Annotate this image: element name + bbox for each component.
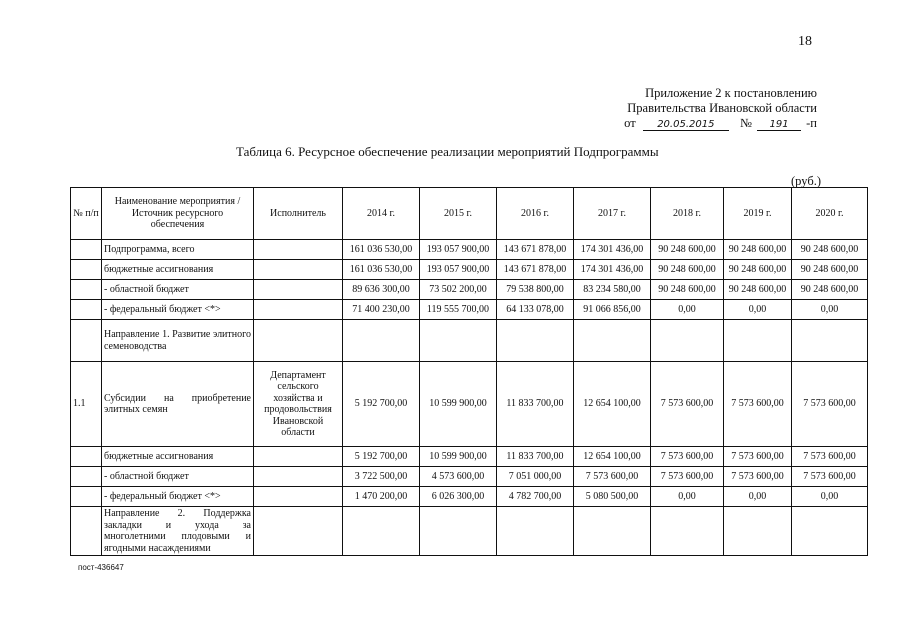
row-value: 0,00 bbox=[724, 300, 792, 320]
appendix-date-line bbox=[624, 116, 817, 131]
row-value bbox=[724, 320, 792, 362]
row-name: Направление 1. Развитие элитного семеноводства bbox=[102, 320, 254, 362]
row-executor bbox=[254, 467, 343, 487]
row-name: - областной бюджет bbox=[102, 467, 254, 487]
table-row bbox=[71, 280, 868, 300]
row-name: Подпрограмма, всего bbox=[102, 240, 254, 260]
header-year: 2017 г. bbox=[574, 188, 651, 240]
row-name: - федеральный бюджет <*> bbox=[102, 300, 254, 320]
row-value: 7 573 600,00 bbox=[651, 447, 724, 467]
row-executor bbox=[254, 320, 343, 362]
row-value: 7 051 000,00 bbox=[497, 467, 574, 487]
from-label: от bbox=[624, 116, 636, 130]
header-num: № п/п bbox=[71, 188, 102, 240]
row-value: 12 654 100,00 bbox=[574, 447, 651, 467]
row-value: 1 470 200,00 bbox=[343, 487, 420, 507]
row-value: 90 248 600,00 bbox=[724, 240, 792, 260]
header-year: 2014 г. bbox=[343, 188, 420, 240]
row-value: 90 248 600,00 bbox=[651, 260, 724, 280]
row-value bbox=[420, 320, 497, 362]
row-name: - областной бюджет bbox=[102, 280, 254, 300]
appendix-header bbox=[624, 86, 817, 131]
resource-table bbox=[70, 187, 868, 556]
row-value: 90 248 600,00 bbox=[792, 280, 868, 300]
table-row bbox=[71, 240, 868, 260]
row-value: 7 573 600,00 bbox=[792, 447, 868, 467]
number-label: № bbox=[739, 116, 752, 130]
row-value: 89 636 300,00 bbox=[343, 280, 420, 300]
table-row bbox=[71, 507, 868, 556]
row-value: 6 026 300,00 bbox=[420, 487, 497, 507]
row-value: 7 573 600,00 bbox=[724, 362, 792, 447]
row-executor bbox=[254, 487, 343, 507]
row-value: 193 057 900,00 bbox=[420, 260, 497, 280]
row-value: 0,00 bbox=[792, 487, 868, 507]
table-row bbox=[71, 447, 868, 467]
row-name: бюджетные ассигнования bbox=[102, 260, 254, 280]
header-year: 2015 г. bbox=[420, 188, 497, 240]
row-value: 10 599 900,00 bbox=[420, 362, 497, 447]
row-value: 90 248 600,00 bbox=[792, 260, 868, 280]
header-name: Наименование мероприятия / Источник ресурсного обеспечения bbox=[102, 188, 254, 240]
row-number: 1.1 bbox=[71, 362, 102, 447]
row-number bbox=[71, 487, 102, 507]
row-value bbox=[792, 320, 868, 362]
table-row bbox=[71, 467, 868, 487]
row-name: Субсидии на приобретение элитных семян bbox=[102, 362, 254, 447]
handwritten-date: 20.05.2015 bbox=[643, 119, 729, 131]
handwritten-number: 191 bbox=[757, 119, 801, 131]
row-value: 90 248 600,00 bbox=[651, 280, 724, 300]
row-number bbox=[71, 447, 102, 467]
table-row bbox=[71, 362, 868, 447]
table-title: Таблица 6. Ресурсное обеспечение реализации мероприятий Подпрограммы bbox=[236, 144, 659, 159]
table-row bbox=[71, 320, 868, 362]
header-year: 2020 г. bbox=[792, 188, 868, 240]
row-executor: Департамент сельского хозяйства и продовольствия Ивановской области bbox=[254, 362, 343, 447]
row-value: 90 248 600,00 bbox=[651, 240, 724, 260]
table-row bbox=[71, 260, 868, 280]
row-value: 64 133 078,00 bbox=[497, 300, 574, 320]
row-value: 0,00 bbox=[724, 487, 792, 507]
row-value: 143 671 878,00 bbox=[497, 260, 574, 280]
row-value: 73 502 200,00 bbox=[420, 280, 497, 300]
row-number bbox=[71, 507, 102, 556]
row-value: 5 192 700,00 bbox=[343, 362, 420, 447]
table-body bbox=[71, 240, 868, 556]
row-value: 83 234 580,00 bbox=[574, 280, 651, 300]
row-value: 91 066 856,00 bbox=[574, 300, 651, 320]
row-number bbox=[71, 280, 102, 300]
row-value: 90 248 600,00 bbox=[792, 240, 868, 260]
row-value bbox=[724, 507, 792, 556]
row-value: 0,00 bbox=[792, 300, 868, 320]
row-number bbox=[71, 467, 102, 487]
header-executor: Исполнитель bbox=[254, 188, 343, 240]
row-value bbox=[651, 320, 724, 362]
row-executor bbox=[254, 240, 343, 260]
row-value: 7 573 600,00 bbox=[792, 362, 868, 447]
row-value: 5 080 500,00 bbox=[574, 487, 651, 507]
header-row bbox=[71, 188, 868, 240]
row-value bbox=[420, 507, 497, 556]
row-value: 90 248 600,00 bbox=[724, 280, 792, 300]
row-value: 4 782 700,00 bbox=[497, 487, 574, 507]
row-value: 7 573 600,00 bbox=[724, 467, 792, 487]
row-value: 119 555 700,00 bbox=[420, 300, 497, 320]
row-value: 7 573 600,00 bbox=[792, 467, 868, 487]
row-value: 7 573 600,00 bbox=[724, 447, 792, 467]
row-value: 161 036 530,00 bbox=[343, 240, 420, 260]
row-value: 11 833 700,00 bbox=[497, 362, 574, 447]
row-value bbox=[792, 507, 868, 556]
row-name: бюджетные ассигнования bbox=[102, 447, 254, 467]
row-value: 193 057 900,00 bbox=[420, 240, 497, 260]
row-value: 0,00 bbox=[651, 487, 724, 507]
document-code: пост-436647 bbox=[78, 563, 124, 572]
row-value: 174 301 436,00 bbox=[574, 260, 651, 280]
row-value: 79 538 800,00 bbox=[497, 280, 574, 300]
row-value bbox=[497, 507, 574, 556]
row-value: 174 301 436,00 bbox=[574, 240, 651, 260]
row-value: 11 833 700,00 bbox=[497, 447, 574, 467]
row-value: 4 573 600,00 bbox=[420, 467, 497, 487]
row-name: - федеральный бюджет <*> bbox=[102, 487, 254, 507]
number-suffix: -п bbox=[806, 116, 817, 130]
row-value: 90 248 600,00 bbox=[724, 260, 792, 280]
appendix-line-1: Приложение 2 к постановлению bbox=[645, 86, 817, 100]
page-number: 18 bbox=[798, 34, 812, 49]
header-year: 2019 г. bbox=[724, 188, 792, 240]
row-value: 10 599 900,00 bbox=[420, 447, 497, 467]
row-value: 0,00 bbox=[651, 300, 724, 320]
table-row bbox=[71, 487, 868, 507]
row-value: 7 573 600,00 bbox=[574, 467, 651, 487]
row-value: 3 722 500,00 bbox=[343, 467, 420, 487]
row-executor bbox=[254, 300, 343, 320]
row-executor bbox=[254, 280, 343, 300]
row-value: 7 573 600,00 bbox=[651, 467, 724, 487]
row-value: 161 036 530,00 bbox=[343, 260, 420, 280]
header-year: 2016 г. bbox=[497, 188, 574, 240]
units-label: (руб.) bbox=[791, 174, 821, 188]
row-number bbox=[71, 240, 102, 260]
row-executor bbox=[254, 447, 343, 467]
row-value bbox=[497, 320, 574, 362]
row-value: 71 400 230,00 bbox=[343, 300, 420, 320]
row-executor bbox=[254, 260, 343, 280]
row-number bbox=[71, 300, 102, 320]
row-value bbox=[574, 320, 651, 362]
table-row bbox=[71, 300, 868, 320]
row-number bbox=[71, 320, 102, 362]
row-value bbox=[574, 507, 651, 556]
row-executor bbox=[254, 507, 343, 556]
row-value bbox=[651, 507, 724, 556]
row-value bbox=[343, 507, 420, 556]
appendix-line-2: Правительства Ивановской области bbox=[627, 101, 817, 115]
row-value: 5 192 700,00 bbox=[343, 447, 420, 467]
row-number bbox=[71, 260, 102, 280]
row-value: 143 671 878,00 bbox=[497, 240, 574, 260]
row-name: Направление 2. Поддержка закладки и ухода за многолетними плодовыми и ягодными насаждениями bbox=[102, 507, 254, 556]
row-value: 7 573 600,00 bbox=[651, 362, 724, 447]
row-value: 12 654 100,00 bbox=[574, 362, 651, 447]
row-value bbox=[343, 320, 420, 362]
header-year: 2018 г. bbox=[651, 188, 724, 240]
